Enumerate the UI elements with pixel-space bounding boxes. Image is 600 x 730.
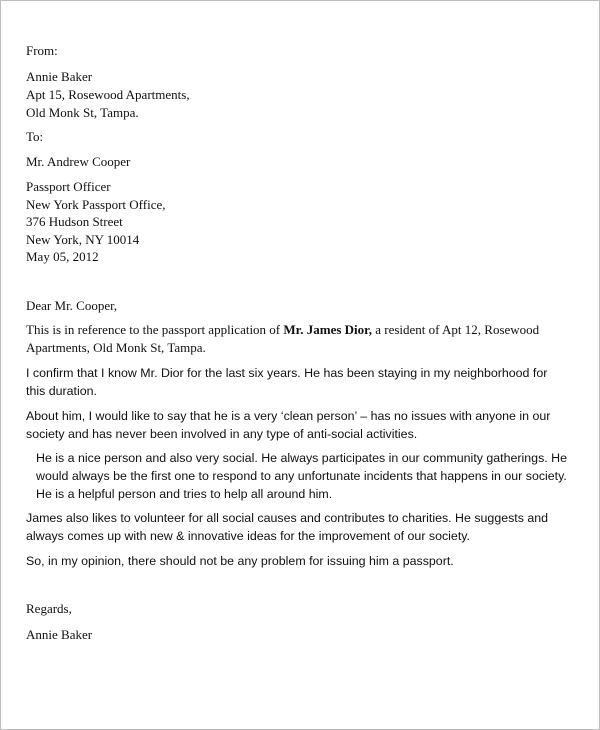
- recipient-city: New York, NY 10014: [26, 232, 140, 247]
- paragraph-4-line-1: He is a nice person and also very social. He always participates in our community gatherings. He: [36, 451, 567, 465]
- recipient-office: New York Passport Office,: [26, 197, 166, 212]
- sender-address-line-2: Old Monk St, Tampa.: [26, 105, 139, 120]
- recipient-street: 376 Hudson Street: [26, 214, 123, 229]
- paragraph-3-line-1: About him, I would like to say that he is a very ‘clean person’ – has no issues with anyone in our: [26, 409, 551, 423]
- letter-date: May 05, 2012: [26, 249, 99, 264]
- paragraph-5-line-2: always comes up with new & innovative ideas for the improvement of our society.: [26, 529, 470, 543]
- paragraph-2-line-2: this duration.: [26, 384, 97, 398]
- paragraph-4-line-2: would always be the first one to respond to any unfortunate incidents that happens in our society.: [36, 469, 567, 483]
- paragraph-5-line-1: James also likes to volunteer for all social causes and contributes to charities. He suggests and: [26, 511, 549, 525]
- paragraph-1-line-2: Apartments, Old Monk St, Tampa.: [26, 340, 206, 355]
- recipient-name: Mr. Andrew Cooper: [26, 154, 131, 169]
- paragraph-4-line-3: He is a helpful person and tries to help all around him.: [36, 487, 333, 501]
- signature-name: Annie Baker: [26, 627, 93, 642]
- from-label: From:: [26, 43, 58, 58]
- recipient-title: Passport Officer: [26, 179, 111, 194]
- closing: Regards,: [26, 601, 72, 616]
- applicant-name: Mr. James Dior,: [283, 322, 372, 337]
- sender-name: Annie Baker: [26, 69, 93, 84]
- sender-address-line-1: Apt 15, Rosewood Apartments,: [26, 87, 190, 102]
- paragraph-6-line-1: So, in my opinion, there should not be any problem for issuing him a passport.: [26, 554, 454, 568]
- paragraph-2-line-1: I confirm that I know Mr. Dior for the last six years. He has been staying in my neighborhood for: [26, 366, 548, 380]
- paragraph-1-text-end: a resident of Apt 12, Rosewood: [372, 322, 540, 337]
- to-label: To:: [26, 129, 44, 144]
- salutation: Dear Mr. Cooper,: [26, 298, 118, 313]
- paragraph-1-line-1: [26, 321, 539, 339]
- paragraph-1-text-start: This is in reference to the passport application of: [26, 322, 284, 337]
- paragraph-3-line-2: society and has never been involved in any type of anti-social activities.: [26, 427, 418, 441]
